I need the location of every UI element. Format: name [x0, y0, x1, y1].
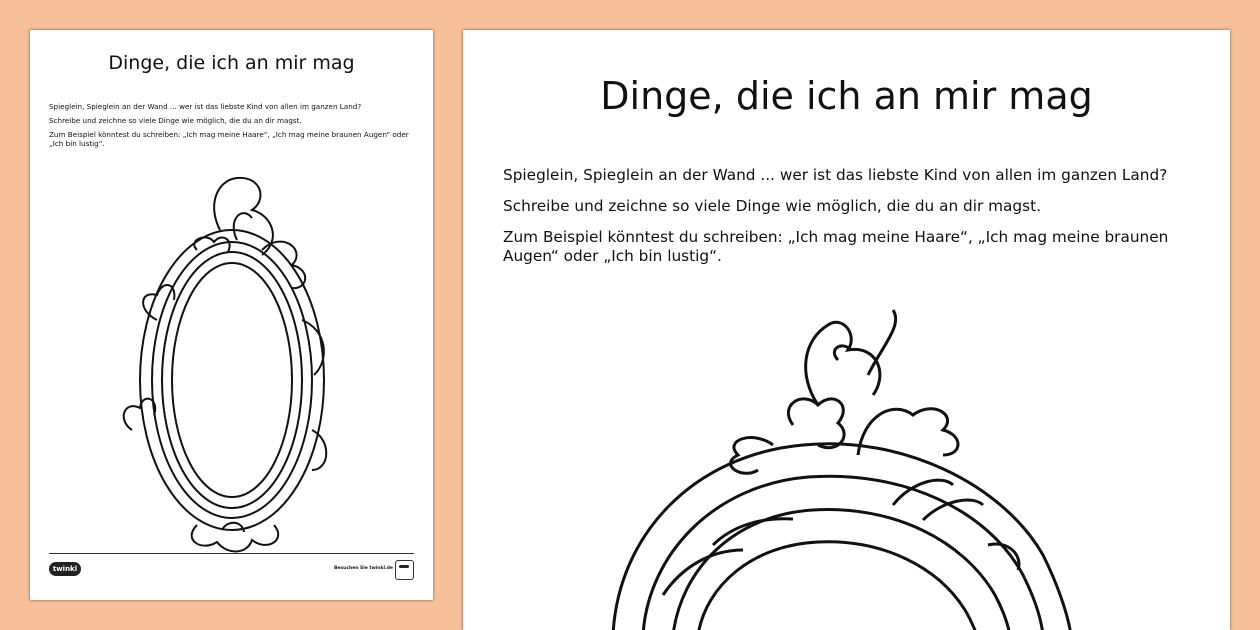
footer-divider: [49, 553, 414, 554]
worksheet-title-zoom: Dinge, die ich an mir mag: [600, 74, 1093, 118]
instruction-line-1-zoom: Spieglein, Spieglein an der Wand ... wer ist das liebste Kind von allen im ganzen Land?: [503, 166, 1168, 184]
instruction-line-3-zoom: Zum Beispiel könntest du schreiben: „Ich mag meine Haare“, „Ich mag meine braunen Augen“ oder „Ich bin lustig“.: [503, 228, 1169, 265]
worksheet-thumbnail: [30, 30, 433, 600]
ornate-mirror-frame-icon: [102, 170, 367, 555]
instructions: [49, 102, 414, 153]
instruction-line-2: Schreibe und zeichne so viele Dinge wie möglich, die du an dir magst.: [49, 116, 302, 125]
worksheet-zoom: [463, 30, 1230, 630]
worksheet-title: Dinge, die ich an mir mag: [108, 52, 355, 74]
quality-badge-icon: [395, 560, 414, 580]
instruction-line-3: Zum Beispiel könntest du schreiben: „Ich mag meine Haare“, „Ich mag meine braunen Augen“ oder „Ich bin lustig“.: [49, 130, 409, 148]
twinkl-logo: twinkl: [49, 562, 81, 576]
footer-visit-text: Besuchen Sie twinkl.de: [333, 566, 393, 571]
instructions-zoom: [503, 166, 1193, 278]
ornate-mirror-frame-top-icon: [603, 305, 1083, 630]
instruction-line-2-zoom: Schreibe und zeichne so viele Dinge wie möglich, die du an dir magst.: [503, 197, 1041, 215]
instruction-line-1: Spieglein, Spieglein an der Wand ... wer ist das liebste Kind von allen im ganzen Land?: [49, 102, 362, 111]
